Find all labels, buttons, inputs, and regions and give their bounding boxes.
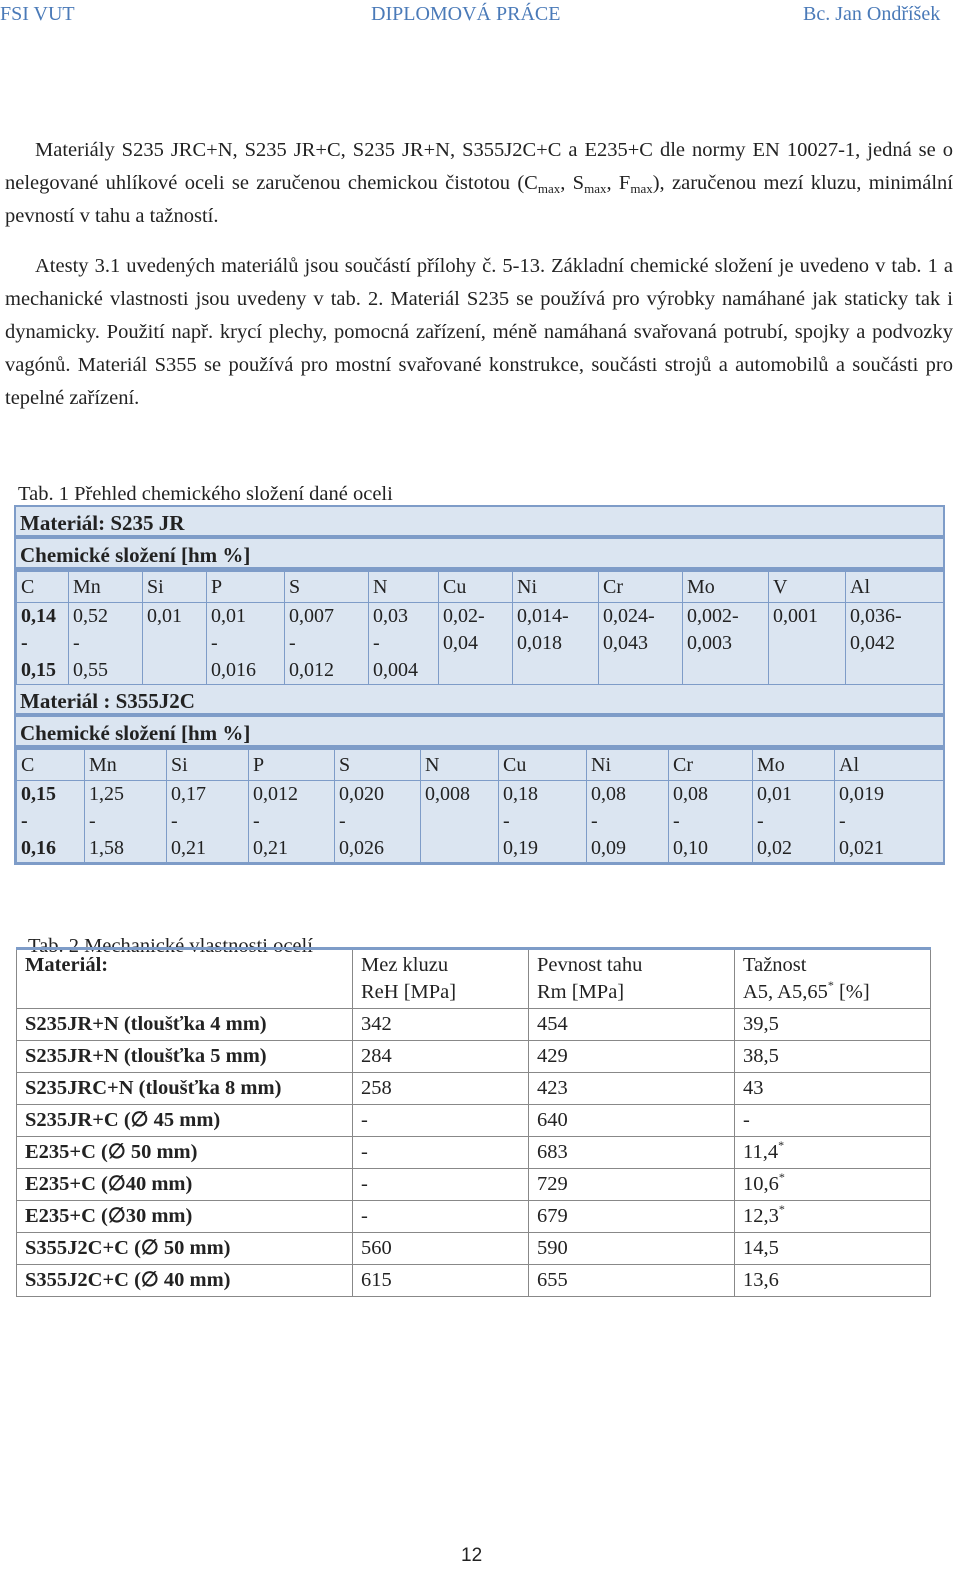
cell-text: S355J2C+C (∅ 50 mm) <box>25 1237 231 1259</box>
table-cell <box>529 1137 735 1169</box>
header-right: Bc. Jan Ondříšek <box>803 3 941 25</box>
cell-text: 38,5 <box>743 1045 779 1067</box>
para1-sub-1: max <box>537 181 561 196</box>
table-cell: 0,024- 0,043 <box>599 603 683 685</box>
cell-text: 454 <box>537 1013 568 1035</box>
cell-text: 615 <box>361 1269 392 1291</box>
para1-sub-3: max <box>630 181 653 196</box>
yield-unit: ReH [MPa] <box>361 981 457 1003</box>
cell-text: 13,6 <box>743 1269 779 1291</box>
table2-header-elongation <box>735 949 931 1009</box>
table-cell <box>353 1137 529 1169</box>
cell-text: 284 <box>361 1045 392 1067</box>
cell-text: 560 <box>361 1237 392 1259</box>
table-cell <box>17 1169 353 1201</box>
cell-text: 342 <box>361 1013 392 1035</box>
table-cell: 0,08 - 0,10 <box>669 781 753 863</box>
table-cell <box>529 1233 735 1265</box>
table-cell <box>735 1137 931 1169</box>
table2-body <box>17 1009 931 1297</box>
table-cell <box>17 1073 353 1105</box>
table-cell <box>17 1009 353 1041</box>
table-cell <box>529 1073 735 1105</box>
cell-text: 43 <box>743 1077 764 1099</box>
table-cell <box>735 1073 931 1105</box>
table-cell: Ni <box>513 572 599 603</box>
table-cell: S <box>335 750 421 781</box>
elongation-asterisk: * <box>827 978 834 992</box>
table-cell <box>735 1041 931 1073</box>
table1-composition-label-2: Chemické složení [hm %] <box>16 717 943 749</box>
table-cell: 0,02- 0,04 <box>439 603 513 685</box>
table-cell <box>735 1233 931 1265</box>
table-cell: 0,012 - 0,21 <box>249 781 335 863</box>
table-cell: 0,14 - 0,15 <box>17 603 69 685</box>
cell-text: 655 <box>537 1269 568 1291</box>
table1-block1-grid <box>16 571 944 685</box>
table-cell <box>353 1233 529 1265</box>
yield-label: Mez kluzu <box>361 954 449 976</box>
table-cell: P <box>249 750 335 781</box>
table-cell <box>529 1041 735 1073</box>
table-cell: 0,020 - 0,026 <box>335 781 421 863</box>
table-row <box>17 1201 931 1233</box>
elongation-label: Tažnost <box>743 954 807 976</box>
table1-block2-element-row <box>17 750 944 781</box>
cell-text: - <box>361 1205 368 1227</box>
table-cell <box>735 1009 931 1041</box>
table-cell <box>17 1137 353 1169</box>
table-row <box>17 1041 931 1073</box>
paragraph-attests: Atesty 3.1 uvedených materiálů jsou součástí přílohy č. 5-13. Základní chemické složení je uvedeno v tab. 1 a mechanické vlastnosti jsou uvedeny v tab. 2. Materiál S235 se používá pro výrobky namáhané jak staticky tak i dynamicky. Použití např. krycí plechy, pomocná zařízení, méně namáhaná svařovaná potrubí, spojky a podvozky vagónů. Materiál S355 se používá pro mostní svařované konstrukce, součásti strojů a automobilů a součásti pro tepelné zařízení. <box>5 255 953 409</box>
table-row <box>17 1009 931 1041</box>
elongation-unit: A5, A5,65 <box>743 981 828 1003</box>
tensile-unit: Rm [MPa] <box>537 981 625 1003</box>
table-cell <box>17 1105 353 1137</box>
table1-block2-value-row <box>17 781 944 863</box>
table-cell: C <box>17 572 69 603</box>
table-cell <box>353 1265 529 1297</box>
table-cell: 0,001 <box>769 603 846 685</box>
table-row <box>17 1169 931 1201</box>
table1-material-s235: Materiál: S235 JR <box>16 507 943 539</box>
table2-header-material: Materiál: <box>17 949 353 1009</box>
cell-text: 258 <box>361 1077 392 1099</box>
cell-text: - <box>361 1141 368 1163</box>
table1-block1-value-row <box>17 603 944 685</box>
table-cell <box>353 1201 529 1233</box>
table-cell: 0,007 - 0,012 <box>285 603 369 685</box>
table-cell <box>17 1265 353 1297</box>
table2-caption: Tab. 2 Mechanické vlastnosti ocelí <box>28 935 313 957</box>
cell-text: - <box>361 1173 368 1195</box>
table-cell: Al <box>835 750 944 781</box>
cell-text: 10,6 <box>743 1173 779 1195</box>
cell-text: 12,3 <box>743 1205 779 1227</box>
cell-text: - <box>743 1109 750 1131</box>
table-cell: 0,01 <box>143 603 207 685</box>
table-row <box>17 1233 931 1265</box>
tensile-label: Pevnost tahu <box>537 954 643 976</box>
table-cell: N <box>369 572 439 603</box>
table-cell: 0,008 <box>421 781 499 863</box>
table-cell: 0,52 - 0,55 <box>69 603 143 685</box>
table-cell: 0,08 - 0,09 <box>587 781 669 863</box>
table-cell <box>529 1265 735 1297</box>
cell-text: E235+C (∅ 50 mm) <box>25 1141 198 1163</box>
table1-caption: Tab. 1 Přehled chemického složení dané oceli <box>18 483 393 505</box>
para1-text-1: Materiály S235 JRC+N, S235 JR+C, S235 JR+N, S355J2C+C a E235+C dle normy EN 10027-1, jedná se o nelegované uhlíkové oceli se zaručenou chemickou čistotou (C <box>5 139 953 194</box>
cell-text: 429 <box>537 1045 568 1067</box>
table-cell <box>17 1233 353 1265</box>
table1-composition-label-1: Chemické složení [hm %] <box>16 539 943 571</box>
cell-text: - <box>361 1109 368 1131</box>
cell-text: 14,5 <box>743 1237 779 1259</box>
table-cell: Cr <box>669 750 753 781</box>
table-cell <box>735 1169 931 1201</box>
table-cell: 0,18 - 0,19 <box>499 781 587 863</box>
table-cell <box>353 1169 529 1201</box>
table-cell: Si <box>143 572 207 603</box>
table-cell: 0,03 - 0,004 <box>369 603 439 685</box>
table2-header-yield <box>353 949 529 1009</box>
table1-material-s355: Materiál : S355J2C <box>16 685 943 717</box>
table-row <box>17 1073 931 1105</box>
cell-text: S355J2C+C (∅ 40 mm) <box>25 1269 231 1291</box>
table-cell <box>17 1201 353 1233</box>
table-cell: Al <box>846 572 944 603</box>
table-cell: S <box>285 572 369 603</box>
table2-header-row <box>17 949 931 1009</box>
table-cell: 1,25 - 1,58 <box>85 781 167 863</box>
table-row <box>17 1265 931 1297</box>
table-cell <box>735 1265 931 1297</box>
table-cell <box>529 1201 735 1233</box>
chemical-composition-table <box>14 505 945 865</box>
para1-sub-2: max <box>584 181 607 196</box>
table-cell: 0,17 - 0,21 <box>167 781 249 863</box>
table-cell: 0,01 - 0,02 <box>753 781 835 863</box>
table-cell: 0,01 - 0,016 <box>207 603 285 685</box>
cell-text: E235+C (∅30 mm) <box>25 1205 193 1227</box>
table-cell: P <box>207 572 285 603</box>
table-cell: 0,002- 0,003 <box>683 603 769 685</box>
para1-text-3: , F <box>606 172 631 194</box>
header-left: FSI VUT <box>0 3 75 25</box>
cell-text: 679 <box>537 1205 568 1227</box>
cell-text: E235+C (∅40 mm) <box>25 1173 193 1195</box>
table-cell: Mn <box>69 572 143 603</box>
table-cell: Mn <box>85 750 167 781</box>
table-cell <box>353 1041 529 1073</box>
table-row <box>17 1105 931 1137</box>
footnote-asterisk: * <box>778 1202 785 1216</box>
cell-text: S235JR+C (∅ 45 mm) <box>25 1109 221 1131</box>
page-number: 12 <box>461 1545 483 1566</box>
elongation-percent: [%] <box>833 981 870 1003</box>
table-cell <box>353 1073 529 1105</box>
para1-text-4: ), zaručenou mezí kluzu, minimální pevností v tahu a tažností. <box>5 172 953 227</box>
table-cell: Cr <box>599 572 683 603</box>
cell-text: 729 <box>537 1173 568 1195</box>
cell-text: S235JRC+N (tloušťka 8 mm) <box>25 1077 282 1099</box>
table-cell: Cu <box>439 572 513 603</box>
table-cell: 0,15 - 0,16 <box>17 781 85 863</box>
cell-text: S235JR+N (tloušťka 5 mm) <box>25 1045 267 1067</box>
cell-text: 11,4 <box>743 1141 779 1163</box>
table-cell: 0,019 - 0,021 <box>835 781 944 863</box>
table-cell: 0,014- 0,018 <box>513 603 599 685</box>
table-cell: V <box>769 572 846 603</box>
cell-text: 683 <box>537 1141 568 1163</box>
cell-text: 590 <box>537 1237 568 1259</box>
table-cell: N <box>421 750 499 781</box>
table-cell: Ni <box>587 750 669 781</box>
table-row <box>17 1137 931 1169</box>
header-center: DIPLOMOVÁ PRÁCE <box>371 3 561 25</box>
table-cell <box>529 1105 735 1137</box>
cell-text: 39,5 <box>743 1013 779 1035</box>
cell-text: 640 <box>537 1109 568 1131</box>
cell-text: S235JR+N (tloušťka 4 mm) <box>25 1013 267 1035</box>
table-cell <box>353 1105 529 1137</box>
table-cell <box>17 1041 353 1073</box>
table-cell <box>735 1105 931 1137</box>
para1-text-2: , S <box>560 172 585 194</box>
table-cell: C <box>17 750 85 781</box>
footnote-asterisk: * <box>778 1170 785 1184</box>
cell-text: 423 <box>537 1077 568 1099</box>
table-cell: Cu <box>499 750 587 781</box>
mechanical-properties-table <box>16 947 931 1297</box>
table1-block2-grid <box>16 749 944 863</box>
paragraph-materials <box>5 134 953 233</box>
page-header <box>0 0 960 32</box>
table-cell <box>529 1169 735 1201</box>
table-cell: Si <box>167 750 249 781</box>
table1-block1-element-row <box>17 572 944 603</box>
table-cell: Mo <box>753 750 835 781</box>
table-cell <box>735 1201 931 1233</box>
table-cell: Mo <box>683 572 769 603</box>
table-cell <box>353 1009 529 1041</box>
table2-header-tensile <box>529 949 735 1009</box>
table-cell: 0,036- 0,042 <box>846 603 944 685</box>
table-cell <box>529 1009 735 1041</box>
footnote-asterisk: * <box>778 1138 785 1152</box>
